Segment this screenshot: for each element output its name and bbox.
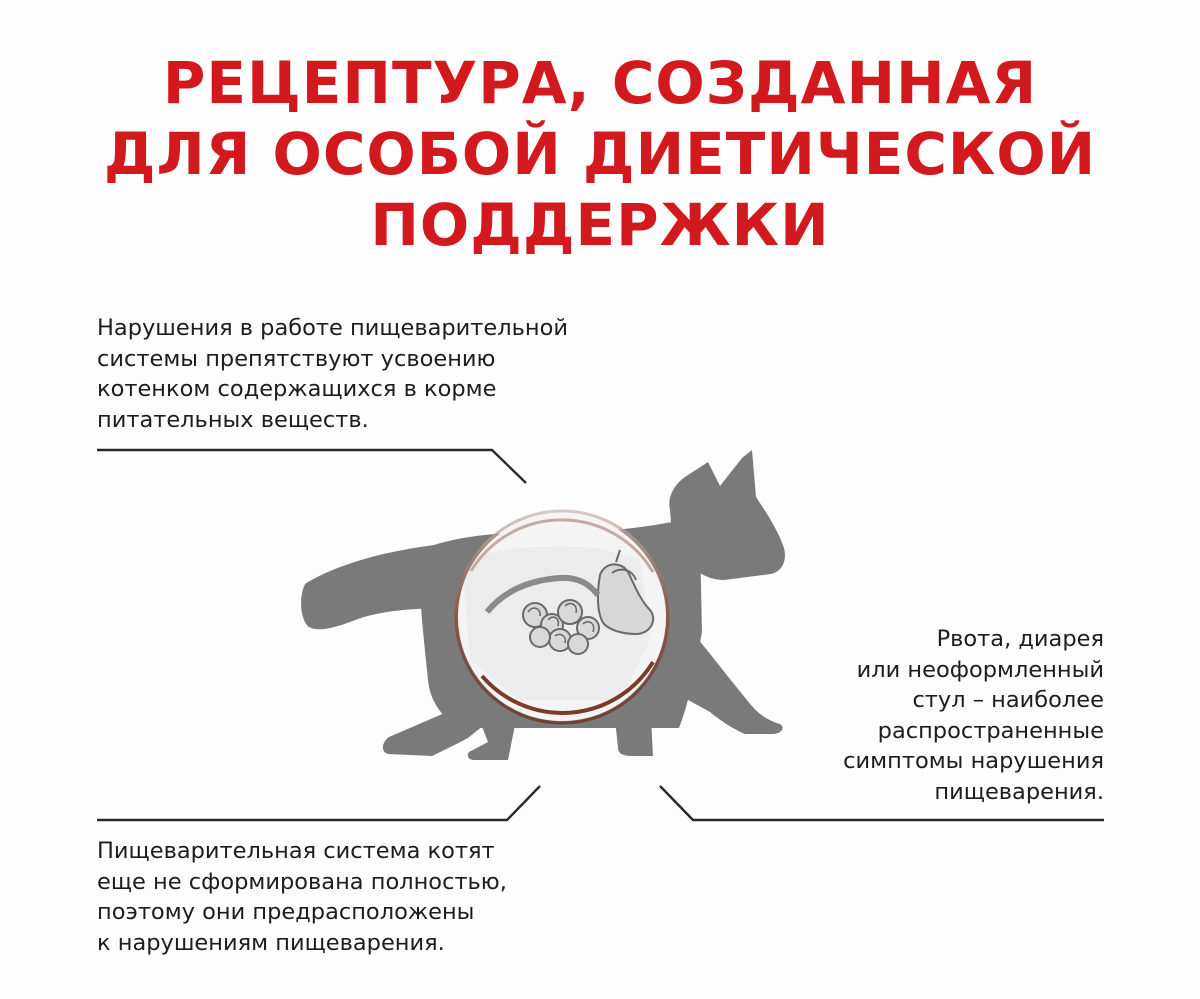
callout-bottom-line: Пищеварительная система котят [97,838,495,864]
callout-right-line: распространенные [877,717,1104,744]
callout-top-line: котенком содержащихся в корме [97,376,497,402]
callout-immature-system [97,836,507,958]
callout-symptoms [843,624,1104,807]
callout-right-line: стул – наиболее [912,687,1104,713]
callout-top-line: питательных веществ. [97,406,369,433]
headline-line-3: ПОДДЕРЖКИ [370,191,830,259]
headline-line-1: РЕЦЕПТУРА, СОЗДАННАЯ [162,49,1038,117]
callout-bottom-line: к нарушениям пищеварения. [97,929,445,956]
callout-top-line: системы препятствуют усвоению [97,345,496,372]
callout-right-line: симптомы нарушения [843,748,1104,774]
leader-line-bottom [97,786,540,820]
headline-line-2: ДЛЯ ОСОБОЙ ДИЕТИЧЕСКОЙ [103,120,1097,188]
leader-line-top [97,450,526,483]
callout-bottom-line: еще не сформирована полностью, [97,868,507,895]
callout-right-line: или неоформленный [856,656,1104,683]
callout-digestion-absorption [97,313,568,435]
callout-bottom-line: поэтому они предрасположены [97,899,475,925]
callout-right-line: Рвота, диарея [936,626,1104,652]
callout-top-line: Нарушения в работе пищеварительной [97,315,568,341]
digestive-system-inset [456,511,668,723]
callout-right-line: пищеварения. [934,778,1104,805]
